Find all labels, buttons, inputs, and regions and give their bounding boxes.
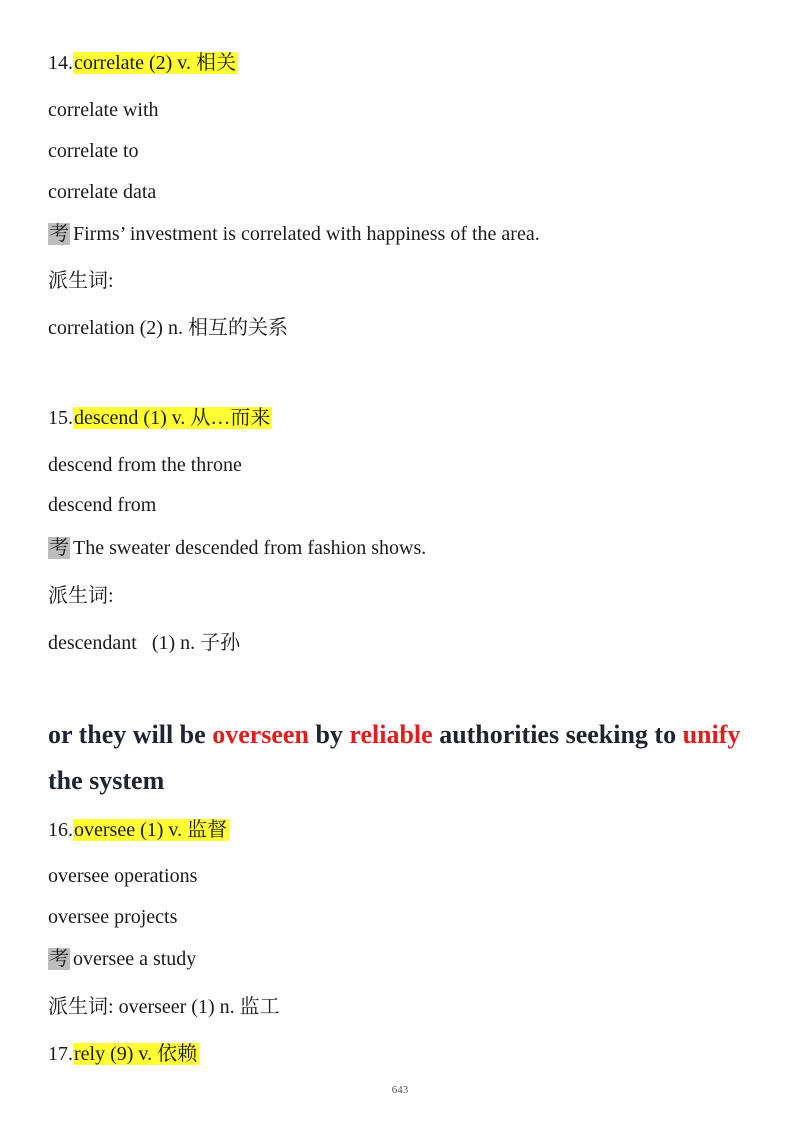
phrase: correlate data bbox=[48, 181, 157, 203]
exam-marker: 考 bbox=[49, 223, 69, 245]
derived-word: overseer (1) n. 监工 bbox=[113, 996, 280, 1018]
sentence-part: by bbox=[308, 720, 350, 749]
entry-16-heading bbox=[48, 817, 229, 843]
derived-label: 派生词: bbox=[48, 585, 114, 607]
derived-word: descendant (1) n. 子孙 bbox=[48, 632, 241, 654]
page-number: 643 bbox=[391, 1084, 409, 1096]
exam-example bbox=[48, 535, 426, 561]
sentence-keyword: overseen bbox=[212, 720, 309, 749]
exam-example bbox=[48, 221, 540, 247]
sentence-part: authorities seeking to bbox=[432, 720, 683, 749]
headword-highlight: rely (9) v. 依赖 bbox=[74, 1043, 198, 1065]
exam-text: oversee a study bbox=[73, 948, 197, 970]
phrase: oversee operations bbox=[48, 865, 198, 887]
headword-highlight: correlate (2) v. 相关 bbox=[74, 52, 236, 74]
sentence-part: or they will be bbox=[48, 720, 213, 749]
sentence-part: the system bbox=[48, 766, 165, 795]
entry-15-heading bbox=[48, 405, 272, 431]
headword-highlight: descend (1) v. 从…而来 bbox=[74, 407, 271, 429]
sentence-keyword: unify bbox=[682, 720, 741, 749]
headword-highlight: oversee (1) v. 监督 bbox=[74, 819, 228, 841]
exam-text: Firms’ investment is correlated with happiness of the area. bbox=[73, 223, 540, 245]
example-sentence bbox=[48, 712, 748, 804]
entry-number: 15. bbox=[48, 407, 73, 429]
sentence-keyword: reliable bbox=[349, 720, 433, 749]
phrase: correlate to bbox=[48, 140, 139, 162]
exam-example bbox=[48, 946, 196, 972]
derived-label: 派生词: bbox=[48, 996, 114, 1018]
entry-14-heading bbox=[48, 50, 238, 76]
entry-17-heading bbox=[48, 1041, 199, 1067]
phrase: descend from bbox=[48, 494, 157, 516]
derived-label: 派生词: bbox=[48, 270, 114, 292]
derived-word: correlation (2) n. 相互的关系 bbox=[48, 317, 288, 339]
phrase: correlate with bbox=[48, 99, 159, 121]
entry-number: 17. bbox=[48, 1043, 73, 1065]
derived-line bbox=[48, 994, 280, 1020]
phrase: oversee projects bbox=[48, 906, 178, 928]
entry-number: 16. bbox=[48, 819, 73, 841]
exam-marker: 考 bbox=[49, 948, 69, 970]
entry-number: 14. bbox=[48, 52, 73, 74]
phrase: descend from the throne bbox=[48, 454, 242, 476]
exam-marker: 考 bbox=[49, 537, 69, 559]
exam-text: The sweater descended from fashion shows. bbox=[73, 537, 427, 559]
